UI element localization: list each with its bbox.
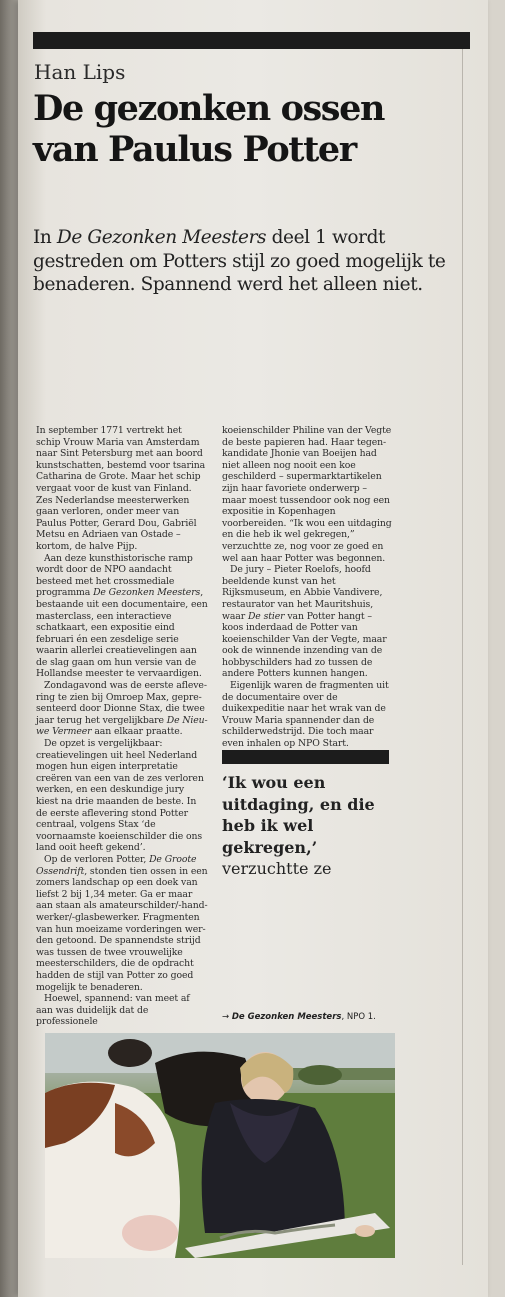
intro-prefix: In xyxy=(33,227,57,248)
pull-quote xyxy=(222,772,397,880)
credit-title: De Gezonken Meesters xyxy=(231,1012,342,1022)
body-paragraph: koeienschilder Philine van der Vegte de beste papieren had. Haar tegenkandidate Jhonie van Boeijen had niet alleen nog nooit een koe geschilderd – supermarktartikelen zijn haar favoriete onderwerp – maar moest tussendoor ook nog een expositie in Kopenhagen voorbereiden. “Ik wou een uitdaging en die heb ik wel gekregen,” verzuchtte ze, nog voor ze goed en wel aan haar Potter was begonnen. xyxy=(222,425,392,564)
body-paragraph: In september 1771 vertrekt het schip Vrouw Maria van Amsterdam naar Sint Petersburg met aan boord kunstschatten, bestemd voor tsarina Catharina de Grote. Maar het schip vergaat voor de kust van Finland. Zes Nederlandse meesterwerken gaan verloren, onder meer van Paulus Potter, Gerard Dou, Gabriël Metsu en Adriaen van Ostade – kortom, de halve Pijp. xyxy=(36,425,206,552)
intro-paragraph xyxy=(33,226,473,297)
cow-painter-illustration xyxy=(45,1033,395,1258)
body-paragraph: Aan deze kunsthistorische ramp wordt door de NPO aandacht besteed met het crossmediale programma De Gezonken Meesters, bestaande uit een documentaire, een masterclass, een interactieve schatkaart, een expositie eind februari én een zesdelige serie waarin allerlei creatievelingen aan de slag gaan om hun versie van de Hollandse meester te vervaardigen. xyxy=(36,552,208,680)
body-paragraph: Eigenlijk waren de fragmenten uit de documentaire over de duikexpeditie naar het wrak van de Vrouw Maria spannender dan de schilderwedstrijd. Die toch maar even inhalen op NPO Start. xyxy=(222,680,389,750)
intro-rest: deel 1 wordt gestreden om Potters stijl zo goed mogelijk te benaderen. Spannend werd het alleen niet. xyxy=(33,227,446,295)
program-credit xyxy=(222,1012,397,1022)
body-paragraph: Zondagavond was de eerste aflevering te zien bij Omroep Max, gepresenteerd door Dionne Stax, die twee jaar terug het vergelijkbare De Nieuwe Vermeer aan elkaar praatte. xyxy=(36,680,208,738)
headline: De gezonken ossen van Paulus Potter xyxy=(33,88,385,170)
body-paragraph: Hoewel, spannend: van meet af aan was duidelijk dat de professionele xyxy=(36,993,190,1028)
pull-quote-text: ‘Ik wou een uitdaging, en die heb ik wel gekregen,’ xyxy=(222,773,375,857)
body-paragraph: Op de verloren Potter, De Groote Ossendrift, stonden tien ossen in een zomers landschap op een doek van liefst 2 bij 1,34 meter. Ga er maar aan staan als amateurschilder/-handwerker/-glasbewerker. Fragmenten van hun moeizame vorderingen werden getoond. De spannendste strijd was tussen de twee vrouwelijke meesterschilders, die de opdracht hadden de stijl van Potter zo goed mogelijk te benaderen. xyxy=(36,853,208,993)
quote-bar xyxy=(222,750,389,764)
byline: Han Lips xyxy=(34,60,126,84)
section-bar xyxy=(33,32,470,49)
body-paragraph: De jury – Pieter Roelofs, hoofd beeldende kunst van het Rijksmuseum, en Abbie Vandivere, restaurator van het Mauritshuis, waar De stier van Potter hangt – koos inderdaad de Potter van koeienschilder Van der Vegte, maar ook de winnende inzending van de hobbyschilders had zo tussen de andere Potters kunnen hangen. xyxy=(222,564,387,680)
pull-quote-attribution: verzuchtte ze xyxy=(222,859,332,878)
body-paragraph: De opzet is vergelijkbaar: creatievelingen uit heel Nederland mogen hun eigen interpretatie creëren van een van de zes verloren werken, en een deskundige jury kiest na drie maanden de beste. In de eerste aflevering stond Potter centraal, volgens Stax ‘de voornaamste koeienschilder die ons land ooit heeft gekend’. xyxy=(36,738,204,854)
body-column-right xyxy=(222,425,392,762)
article-photo xyxy=(45,1033,395,1258)
credit-channel: , NPO 1. xyxy=(341,1012,376,1022)
page-fold-shadow xyxy=(0,0,18,1297)
body-column-left xyxy=(36,425,208,1028)
arrow-icon: → xyxy=(222,1012,232,1022)
intro-program-title: De Gezonken Meesters xyxy=(56,227,267,248)
